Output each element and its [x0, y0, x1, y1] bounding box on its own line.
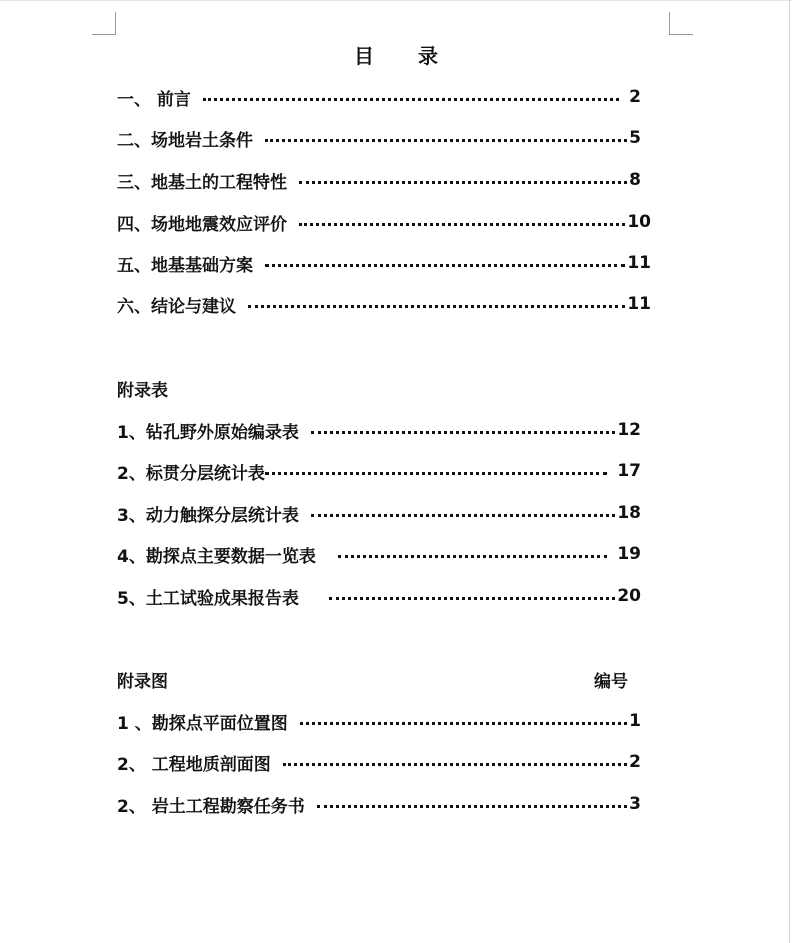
- toc-entry-label: 5、土工试验成果报告表: [117, 588, 299, 609]
- page-top-edge: [0, 0, 792, 1]
- toc-entry-page: 1: [629, 711, 641, 731]
- appendix-figure-entry[interactable]: [117, 709, 641, 733]
- toc-entry-page: 19: [617, 544, 641, 564]
- toc-title-char-2: 录: [418, 44, 438, 68]
- toc-entry-label: 2、标贯分层统计表: [117, 463, 265, 484]
- toc-entry[interactable]: [117, 210, 651, 234]
- toc-entry-page: 3: [629, 794, 641, 814]
- toc-entry-label: 2、 工程地质剖面图: [117, 754, 271, 775]
- appendix-figure-entry[interactable]: [117, 750, 641, 774]
- page-right-edge: [789, 0, 790, 943]
- appendix-figures-heading: 附录图: [117, 672, 168, 692]
- appendix-table-entry[interactable]: [117, 501, 641, 525]
- toc-entry-label: 三、地基土的工程特性: [117, 172, 287, 193]
- appendix-table-entry[interactable]: [117, 459, 641, 483]
- dot-leader: [300, 722, 627, 725]
- dot-leader: [265, 139, 627, 142]
- appendix-figure-entry[interactable]: [117, 792, 641, 816]
- toc-entry-page: 5: [629, 128, 641, 148]
- dot-leader: [265, 472, 607, 475]
- appendix-table-entry[interactable]: [117, 584, 641, 608]
- toc-entry-label: 1 、勘探点平面位置图: [117, 713, 288, 734]
- appendix-table-entry[interactable]: [117, 418, 641, 442]
- toc-entry-label: 二、场地岩土条件: [117, 130, 253, 151]
- toc-entry-page: 11: [627, 294, 651, 314]
- number-column-heading: 编号: [594, 672, 628, 692]
- toc-entry[interactable]: [117, 292, 651, 316]
- toc-entry-label: 六、结论与建议: [117, 296, 236, 317]
- toc-entry-page: 12: [617, 420, 641, 440]
- appendix-tables-heading: 附录表: [117, 381, 168, 401]
- dot-leader: [299, 223, 625, 226]
- dot-leader: [203, 98, 619, 101]
- toc-entry-label: 五、地基基础方案: [117, 255, 253, 276]
- toc-entry-label: 4、勘探点主要数据一览表: [117, 546, 316, 567]
- toc-entry-label: 一、 前言: [117, 89, 191, 110]
- toc-entry-page: 10: [627, 212, 651, 232]
- dot-leader: [283, 763, 627, 766]
- appendix-table-entry[interactable]: [117, 542, 641, 566]
- toc-entry[interactable]: [117, 168, 641, 192]
- dot-leader: [265, 264, 625, 267]
- toc-entry-page: 18: [617, 503, 641, 523]
- toc-entry-page: 17: [617, 461, 641, 481]
- dot-leader: [248, 305, 625, 308]
- toc-entry-page: 20: [617, 586, 641, 606]
- toc-entry-page: 2: [629, 87, 641, 107]
- dot-leader: [299, 181, 627, 184]
- toc-entry-page: 8: [629, 170, 641, 190]
- dot-leader: [329, 597, 615, 600]
- dot-leader: [311, 431, 615, 434]
- dot-leader: [317, 805, 627, 808]
- toc-title-char-1: 目: [354, 44, 374, 68]
- dot-leader: [311, 514, 615, 517]
- toc-entry-label: 1、钻孔野外原始编录表: [117, 422, 299, 443]
- toc-entry[interactable]: [117, 85, 641, 109]
- toc-entry-label: 3、动力触探分层统计表: [117, 505, 299, 526]
- toc-entry-label: 2、 岩土工程勘察任务书: [117, 796, 305, 817]
- toc-entry-page: 11: [627, 253, 651, 273]
- toc-entry[interactable]: [117, 251, 651, 275]
- toc-entry[interactable]: [117, 126, 641, 150]
- dot-leader: [338, 555, 608, 558]
- toc-entry-label: 四、场地地震效应评价: [117, 214, 287, 235]
- toc-entry-page: 2: [629, 752, 641, 772]
- toc-title: [0, 40, 792, 69]
